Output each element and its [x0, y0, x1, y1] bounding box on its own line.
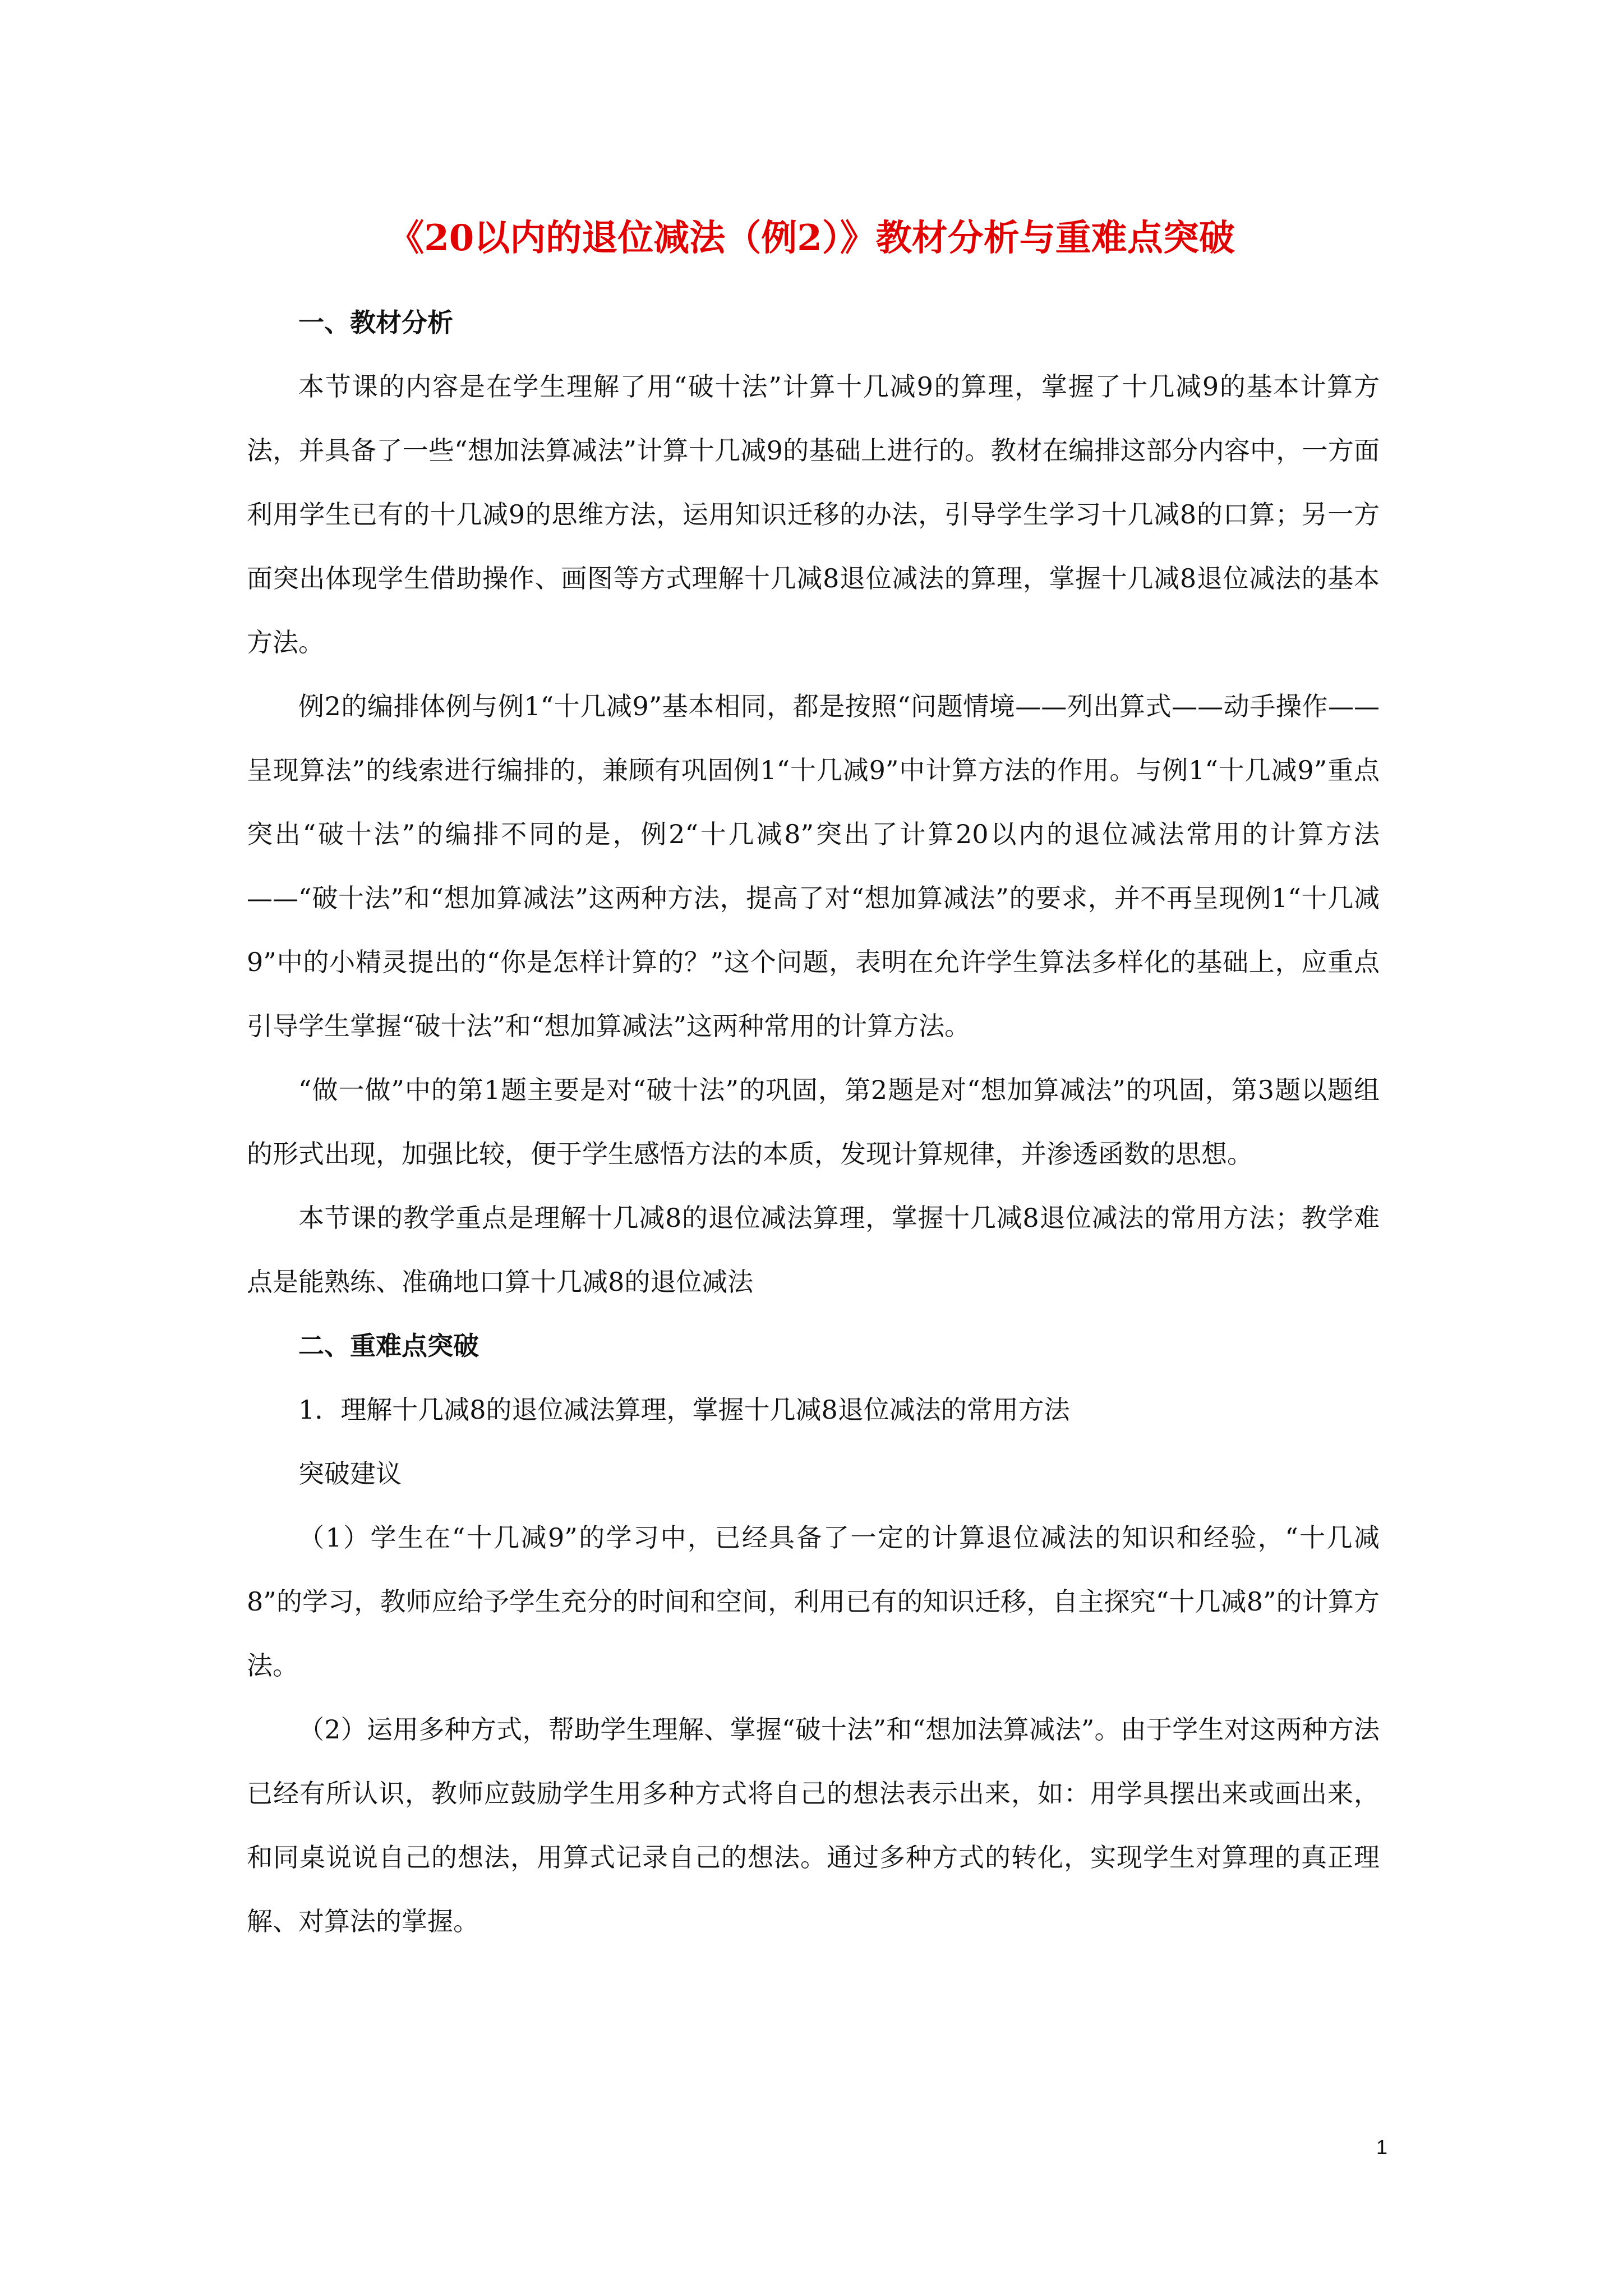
page-number: 1 — [1376, 2136, 1388, 2159]
body-paragraph: 突破建议 — [298, 1458, 402, 1489]
document-body — [247, 291, 1380, 1953]
body-paragraph: “做一做”中的第1题主要是对“破十法”的巩固，第2题是对“想加算减法”的巩固，第3题以题组的形式出现，加强比较，便于学生感悟方法的本质，发现计算规律，并渗透函数的思想。 — [247, 1075, 1380, 1169]
body-paragraph: 1．理解十几减8的退位减法算理，掌握十几减8退位减法的常用方法 — [298, 1395, 1070, 1425]
body-paragraph: （2）运用多种方式，帮助学生理解、掌握“破十法”和“想加法算减法”。由于学生对这两种方法已经有所认识，教师应鼓励学生用多种方式将自己的想法表示出来，如：用学具摆出来或画出来，和同桌说说自己的想法，用算式记录自己的想法。通过多种方式的转化，实现学生对算理的真正理解、对算法的掌握。 — [247, 1714, 1380, 1936]
body-paragraph: 例2的编排体例与例1“十几减9”基本相同，都是按照“问题情境——列出算式——动手操作——呈现算法”的线索进行编排的，兼顾有巩固例1“十几减9”中计算方法的作用。与例1“十几减9”重点突出“破十法”的编排不同的是，例2“十几减8”突出了计算20以内的退位减法常用的计算方法——“破十法”和“想加算减法”这两种方法，提高了对“想加算减法”的要求，并不再呈现例1“十几减9”中的小精灵提出的“你是怎样计算的？”这个问题，表明在允许学生算法多样化的基础上，应重点引导学生掌握“破十法”和“想加算减法”这两种常用的计算方法。 — [247, 691, 1380, 1041]
document-title: 《20以内的退位减法（例2）》教材分析与重难点突破 — [388, 217, 1235, 259]
body-paragraph: （1）学生在“十几减9”的学习中，已经具备了一定的计算退位减法的知识和经验，“十几减8”的学习，教师应给予学生充分的时间和空间，利用已有的知识迁移，自主探究“十几减8”的计算方法。 — [247, 1522, 1380, 1681]
section-heading-key-difficulties: 二、重难点突破 — [298, 1331, 479, 1361]
body-paragraph: 本节课的内容是在学生理解了用“破十法”计算十几减9的算理，掌握了十几减9的基本计算方法，并具备了一些“想加法算减法”计算十几减9的基础上进行的。教材在编排这部分内容中，一方面利用学生已有的十几减9的思维方法，运用知识迁移的办法，引导学生学习十几减8的口算；另一方面突出体现学生借助操作、画图等方式理解十几减8退位减法的算理，掌握十几减8退位减法的基本方法。 — [247, 371, 1380, 657]
body-paragraph: 本节课的教学重点是理解十几减8的退位减法算理，掌握十几减8退位减法的常用方法；教学难点是能熟练、准确地口算十几减8的退位减法 — [247, 1203, 1380, 1297]
section-heading-textbook-analysis: 一、教材分析 — [298, 307, 453, 338]
